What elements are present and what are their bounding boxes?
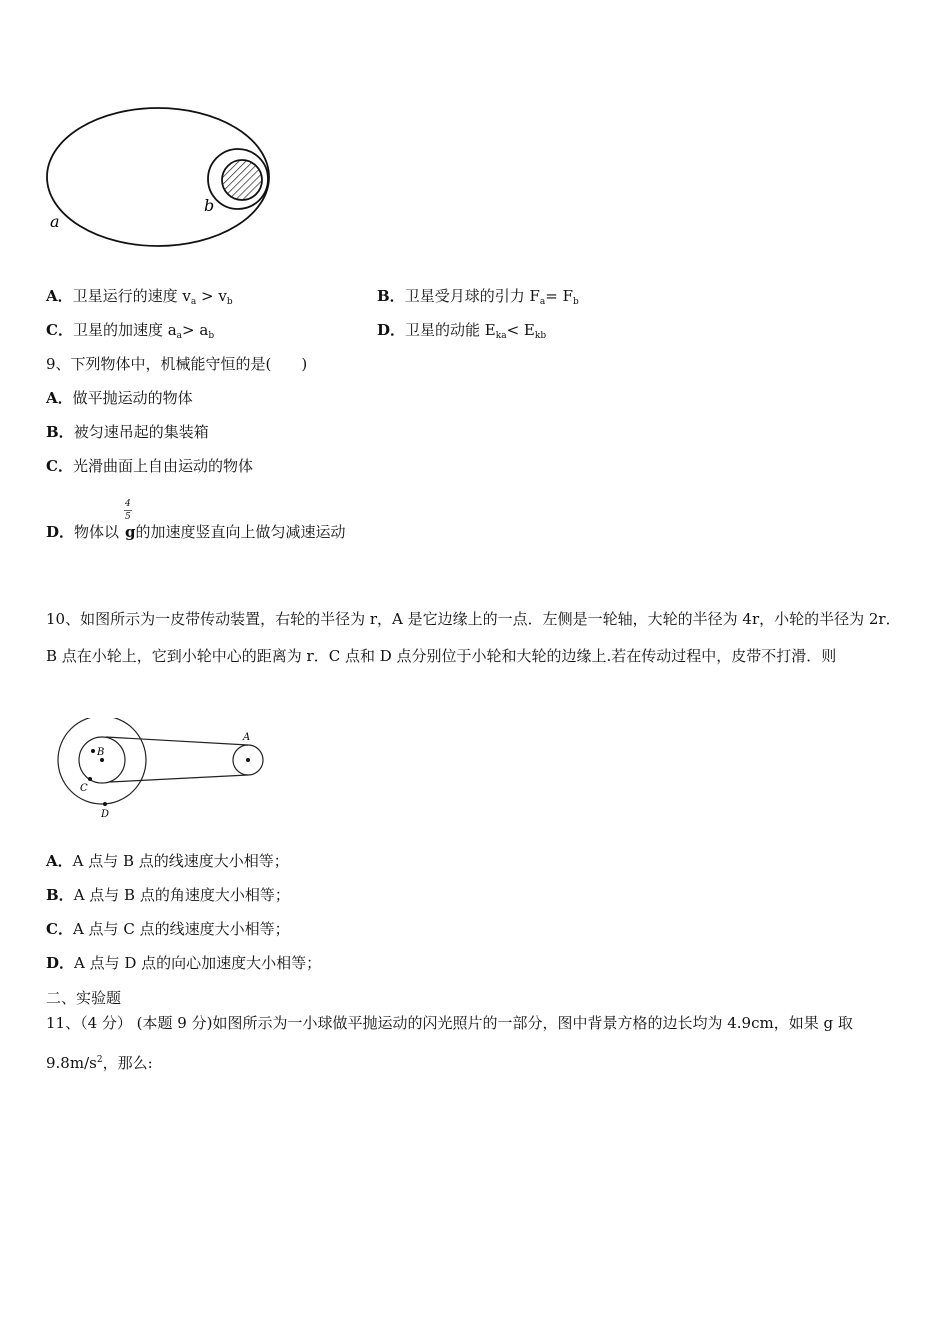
q11-stem: 11、（4 分） (本题 9 分)如图所示为一小球做平抛运动的闪光照片的一部分，图中背景方格的边长均为 4.9cm，如果 g 取 $9.8m/s^2$，那么: [46,1014,853,1072]
label-a: a [50,212,60,231]
q9-stem: 9、下列物体中，机械能守恒的是( ) [46,355,308,373]
belt-drive-diagram [50,718,280,823]
q9-option-c[interactable]: C．光滑曲面上自由运动的物体 [46,457,253,475]
q8-option-d[interactable]: D．卫星的动能 $E_{ka}< E_{kb}$ [377,321,547,341]
q10-option-d[interactable]: D．A 点与 D 点的向心加速度大小相等； [46,954,322,972]
q8-option-a[interactable]: A．卫星运行的速度 $v_a > v_b$ [46,287,233,307]
q10-option-a[interactable]: A．A 点与 B 点的线速度大小相等； [46,852,289,870]
q8-option-b[interactable]: B．卫星受月球的引力 $F_a= F_b$ [377,287,579,307]
point-label-a: A [243,732,251,743]
label-b: b [204,196,215,215]
point-label-d: D [101,809,110,820]
moon [222,160,262,200]
q9-option-d[interactable]: D．物体以 g的加速度竖直向上做匀减速运动 [46,523,346,541]
q10-stem: 10、如图所示为一皮带传动装置，右轮的半径为 r，A 是它边缘上的一点．左侧是一轮轴，大轮的半径为 4r，小轮的半径为 2r．B 点在小轮上，它到小轮中心的距离为 r．C 点和 D 点分别位于小轮和大轮的边缘上.若在传动过程中，皮带不打滑．则 [46,610,901,665]
q10-option-b[interactable]: B．A 点与 B 点的角速度大小相等； [46,886,290,904]
fraction-denominator: 5 [125,512,131,522]
section-title: 二、实验题 [46,989,122,1007]
q9-option-b[interactable]: B．被匀速吊起的集装箱 [46,423,209,441]
belt-top [106,737,248,745]
q8-option-c[interactable]: C．卫星的加速度 $a_a> a_b$ [46,321,215,341]
belt-bottom [110,775,248,782]
q10-option-c[interactable]: C．A 点与 C 点的线速度大小相等； [46,920,290,938]
point-label-b: B [97,747,105,758]
point-label-c: C [80,783,88,794]
orbit-diagram [40,105,280,255]
q9-option-a[interactable]: A．做平抛运动的物体 [46,389,193,407]
fraction-numerator: 4 [125,499,131,509]
fraction-bar [124,510,132,511]
